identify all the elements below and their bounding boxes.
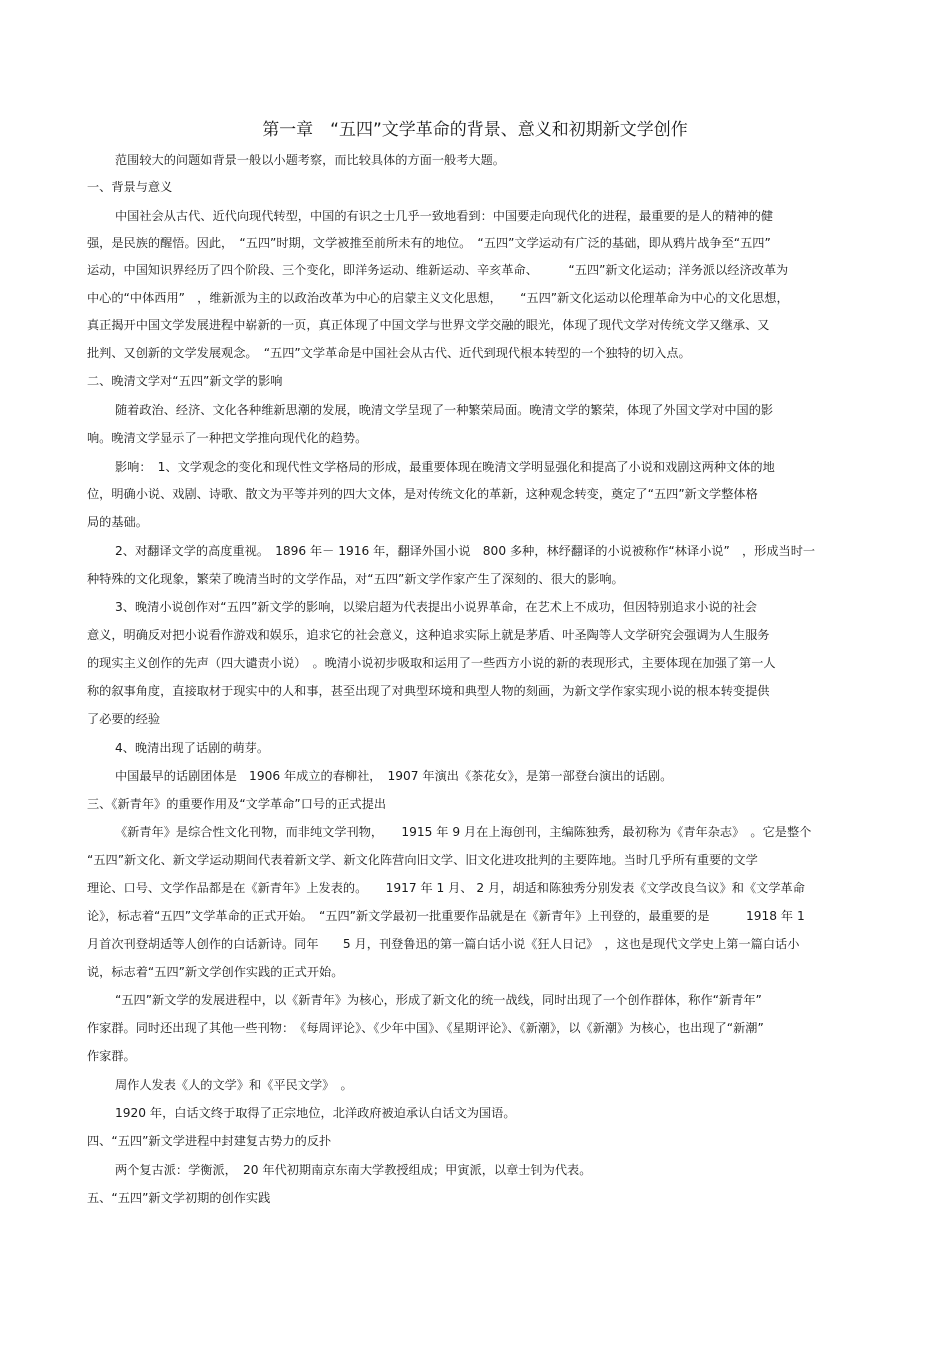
paragraph-line: 真正揭开中国文学发展进程中崭新的一页，真正体现了中国文学与世界文学交融的眼光，体现了现代文学对传统文学又继承、又 (87, 318, 770, 332)
paragraph-line: 响。晚清文学显示了一种把文学推向现代化的趋势。 (87, 431, 368, 445)
paragraph-line: 周作人发表《人的文学》和《平民文学》 。 (115, 1078, 353, 1092)
paragraph-line: 中国最早的话剧团体是 1906 年成立的春柳社， 1907 年演出《茶花女》，是第一部登台演出的话剧。 (115, 769, 673, 783)
section-heading-3: 三、《新青年》的重要作用及“文学革命”口号的正式提出 (87, 797, 387, 811)
paragraph-line: 理论、口号、文学作品都是在《新青年》上发表的。 1917 年 1 月、 2 月，胡适和陈独秀分别发表《文学改良刍议》和《文学革命 (87, 881, 805, 895)
paragraph-line: 局的基础。 (87, 515, 148, 529)
paragraph-line: 两个复古派：学衡派， 20 年代初期南京东南大学教授组成；甲寅派，以章士钊为代表。 (115, 1163, 592, 1177)
paragraph-line: 4、晚清出现了话剧的萌芽。 (115, 741, 270, 755)
section-heading-1: 一、背景与意义 (87, 180, 173, 194)
paragraph-line: 论》，标志着“五四”文学革命的正式开始。 “五四”新文学最初一批重要作品就是在《新青年》上刊登的，最重要的是 1918 年 1 (87, 909, 805, 923)
paragraph-line: 批判、又创新的文学发展观念。 “五四”文学革命是中国社会从古代、近代到现代根本转型的一个独特的切入点。 (87, 346, 691, 360)
chapter-title: 第一章 “五四”文学革命的背景、意义和初期新文学创作 (262, 120, 688, 140)
paragraph-line: 位，明确小说、戏剧、诗歌、散文为平等并列的四大文体，是对传统文化的革新，这种观念转变，奠定了“五四”新文学整体格 (87, 487, 758, 501)
paragraph-line: 作家群。同时还出现了其他一些刊物： 《每周评论》、《少年中国》、《星期评论》、《新潮》，以《新潮》为核心，也出现了“新潮” (87, 1021, 764, 1035)
paragraph-line: 2、对翻译文学的高度重视。 1896 年－ 1916 年，翻译外国小说 800 多种，林纾翻译的小说被称作“林译小说” ，形成当时一 (115, 544, 816, 558)
paragraph-line: 说，标志着“五四”新文学创作实践的正式开始。 (87, 965, 344, 979)
paragraph-line: 了必要的经验 (87, 712, 161, 726)
paragraph-line: 意义，明确反对把小说看作游戏和娱乐，追求它的社会意义，这种追求实际上就是茅盾、叶圣陶等人文学研究会强调为人生服务 (87, 628, 770, 642)
paragraph-line: 《新青年》是综合性文化刊物，而非纯文学刊物， 1915 年 9 月在上海创刊，主编陈独秀，最初称为《青年杂志》 。它是整个 (115, 825, 812, 839)
paragraph-line: 随着政治、经济、文化各种维新思潮的发展，晚清文学呈现了一种繁荣局面。晚清文学的繁荣，体现了外国文学对中国的影 (115, 403, 774, 417)
paragraph-line: 中心的“中体西用” ，维新派为主的以政治改革为中心的启蒙主义文化思想， “五四”新文化运动以伦理革命为中心的文化思想， (87, 291, 789, 305)
section-heading-2: 二、晚清文学对“五四”新文学的影响 (87, 374, 283, 388)
paragraph-line: 1920 年，白话文终于取得了正宗地位，北洋政府被迫承认白话文为国语。 (115, 1106, 516, 1120)
paragraph-line: 3、晚清小说创作对“五四”新文学的影响，以梁启超为代表提出小说界革命，在艺术上不成功，但因特别追求小说的社会 (115, 600, 757, 614)
paragraph-line: 种特殊的文化现象，繁荣了晚清当时的文学作品，对“五四”新文学作家产生了深刻的、很大的影响。 (87, 572, 624, 586)
paragraph-line: 影响： 1、文学观念的变化和现代性文学格局的形成，最重要体现在晚清文学明显强化和提高了小说和戏剧这两种文体的地 (115, 460, 775, 474)
section-heading-4: 四、“五四”新文学进程中封建复古势力的反扑 (87, 1134, 332, 1148)
paragraph-line: 运动，中国知识界经历了四个阶段、三个变化，即洋务运动、维新运动、辛亥革命、 “五四”新文化运动；洋务派以经济改革为 (87, 263, 789, 277)
paragraph-line: 作家群。 (87, 1049, 136, 1063)
section-heading-5: 五、“五四”新文学初期的创作实践 (87, 1191, 271, 1205)
paragraph-line: 的现实主义创作的先声（四大谴责小说） 。晚清小说初步吸取和运用了一些西方小说的新的表现形式，主要体现在加强了第一人 (87, 656, 776, 670)
paragraph-line: 称的叙事角度，直接取材于现实中的人和事，甚至出现了对典型环境和典型人物的刻画，为新文学作家实现小说的根本转变提供 (87, 684, 770, 698)
paragraph-line: “五四”新文学的发展进程中，以《新青年》为核心，形成了新文化的统一战线，同时出现了一个创作群体，称作“新青年” (115, 993, 762, 1007)
paragraph-line: 月首次刊登胡适等人创作的白话新诗。同年 5 月，刊登鲁迅的第一篇白话小说《狂人日记》 ，这也是现代文学史上第一篇白话小 (87, 937, 800, 951)
paragraph-line: “五四”新文化、新文学运动期间代表着新文学、新文化阵营向旧文学、旧文化进攻批判的主要阵地。当时几乎所有重要的文学 (87, 853, 758, 867)
intro-paragraph: 范围较大的问题如背景一般以小题考察，而比较具体的方面一般考大题。 (115, 153, 505, 167)
paragraph-line: 强，是民族的醒悟。因此， “五四”时期，文学被推至前所未有的地位。 “五四”文学运动有广泛的基础，即从鸦片战争至“五四” (87, 236, 771, 250)
paragraph-line: 中国社会从古代、近代向现代转型，中国的有识之士几乎一致地看到：中国要走向现代化的进程，最重要的是人的精神的健 (115, 209, 774, 223)
